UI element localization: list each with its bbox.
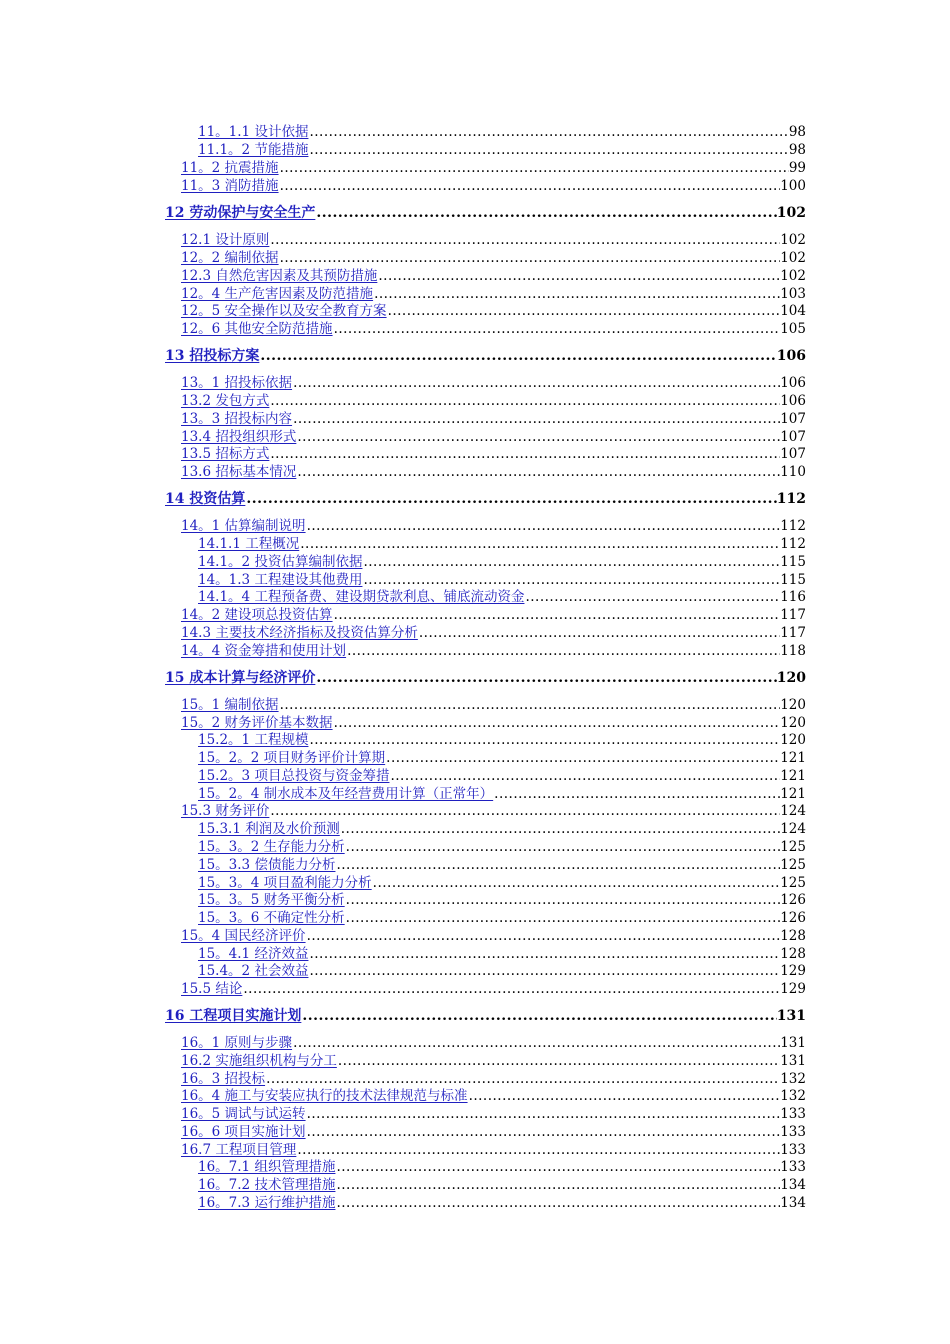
toc-entry-title-link[interactable]: 16。3 招投标 bbox=[181, 1071, 266, 1087]
toc-entry-page-number: 107 bbox=[780, 411, 806, 427]
toc-entry-page-number: 107 bbox=[780, 446, 806, 462]
toc-entry-page-number: 102 bbox=[780, 232, 806, 248]
toc-entry[interactable] bbox=[181, 607, 806, 624]
toc-entry-page-number: 106 bbox=[776, 348, 806, 364]
dot-leader bbox=[296, 1142, 780, 1159]
dot-leader bbox=[335, 1159, 780, 1176]
dot-leader bbox=[279, 697, 781, 714]
toc-entry[interactable] bbox=[181, 303, 806, 320]
toc-entry-title-link[interactable]: 15 成本计算与经济评价 bbox=[165, 670, 316, 686]
toc-entry[interactable] bbox=[181, 1124, 806, 1141]
toc-entry-title-link[interactable]: 15。2。4 制水成本及年经营费用计算（正常年） bbox=[198, 786, 494, 802]
toc-entry-title-link[interactable]: 12。6 其他安全防范措施 bbox=[181, 321, 333, 337]
toc-entry[interactable] bbox=[181, 1071, 806, 1088]
toc-entry[interactable] bbox=[181, 928, 806, 945]
toc-entry-title-link[interactable]: 15.2。3 项目总投资与资金筹措 bbox=[198, 768, 390, 784]
toc-entry-title-link[interactable]: 12。2 编制依据 bbox=[181, 250, 279, 266]
toc-entry-page-number: 107 bbox=[780, 429, 806, 445]
toc-entry[interactable] bbox=[198, 1195, 806, 1212]
dot-leader bbox=[377, 268, 780, 285]
toc-entry-title-link[interactable]: 11。2 抗震措施 bbox=[181, 160, 279, 176]
dot-leader bbox=[345, 910, 781, 927]
toc-entry[interactable] bbox=[181, 1106, 806, 1123]
toc-entry-page-number: 121 bbox=[780, 750, 806, 766]
toc-entry-title-link[interactable]: 14.3 主要技术经济指标及投资估算分析 bbox=[181, 625, 418, 641]
toc-entry[interactable] bbox=[181, 697, 806, 714]
dot-leader bbox=[315, 205, 776, 222]
toc-entry-title-link[interactable]: 13.4 招投组织形式 bbox=[181, 429, 297, 445]
toc-entry-title-link[interactable]: 11。3 消防措施 bbox=[181, 178, 279, 194]
dot-leader bbox=[299, 536, 780, 553]
toc-entry-page-number: 105 bbox=[780, 321, 806, 337]
toc-entry[interactable] bbox=[181, 518, 806, 535]
dot-leader bbox=[308, 142, 788, 159]
dot-leader bbox=[340, 821, 780, 838]
dot-leader bbox=[265, 1071, 780, 1088]
toc-entry[interactable] bbox=[198, 910, 806, 927]
toc-entry-title-link[interactable]: 16。7.2 技术管理措施 bbox=[198, 1177, 336, 1193]
toc-entry-page-number: 117 bbox=[780, 607, 806, 623]
dot-leader bbox=[269, 446, 780, 463]
toc-entry-title-link[interactable]: 14.1.1 工程概况 bbox=[198, 536, 300, 552]
toc-entry-title-link[interactable]: 16。6 项目实施计划 bbox=[181, 1124, 306, 1140]
toc-entry-page-number: 132 bbox=[780, 1071, 806, 1087]
dot-leader bbox=[387, 303, 781, 320]
toc-entry-title-link[interactable]: 11.1。2 节能措施 bbox=[198, 142, 309, 158]
toc-entry[interactable] bbox=[181, 286, 806, 303]
toc-entry-title-link[interactable]: 14.1。2 投资估算编制依据 bbox=[198, 554, 363, 570]
dot-leader bbox=[346, 643, 780, 660]
toc-entry[interactable] bbox=[198, 892, 806, 909]
toc-entry[interactable] bbox=[181, 1142, 806, 1159]
toc-entry-page-number: 104 bbox=[780, 303, 806, 319]
toc-entry-page-number: 121 bbox=[780, 786, 806, 802]
toc-entry[interactable] bbox=[165, 205, 806, 222]
toc-entry[interactable] bbox=[198, 946, 806, 963]
toc-entry-title-link[interactable]: 13.6 招标基本情况 bbox=[181, 464, 297, 480]
toc-entry[interactable] bbox=[198, 1159, 806, 1176]
dot-leader bbox=[362, 572, 780, 589]
toc-entry-page-number: 115 bbox=[780, 572, 806, 588]
toc-entry-page-number: 125 bbox=[780, 857, 806, 873]
toc-entry-title-link[interactable]: 11。1.1 设计依据 bbox=[198, 124, 309, 140]
toc-entry-title-link[interactable]: 15。3。5 财务平衡分析 bbox=[198, 892, 345, 908]
toc-entry-page-number: 124 bbox=[780, 803, 806, 819]
dot-leader bbox=[418, 625, 780, 642]
toc-entry-title-link[interactable]: 16。5 调试与试运转 bbox=[181, 1106, 306, 1122]
dot-leader bbox=[345, 839, 781, 856]
dot-leader bbox=[279, 250, 781, 267]
toc-entry[interactable] bbox=[198, 536, 806, 553]
toc-entry-page-number: 126 bbox=[780, 910, 806, 926]
toc-entry[interactable] bbox=[181, 375, 806, 392]
toc-entry-page-number: 110 bbox=[780, 464, 806, 480]
toc-entry-title-link[interactable]: 13。3 招投标内容 bbox=[181, 411, 293, 427]
toc-entry-title-link[interactable]: 14。1.3 工程建设其他费用 bbox=[198, 572, 363, 588]
toc-entry-title-link[interactable]: 13 招投标方案 bbox=[165, 348, 260, 364]
toc-entry[interactable] bbox=[181, 232, 806, 249]
toc-entry-title-link[interactable]: 12.3 自然危害因素及其预防措施 bbox=[181, 268, 378, 284]
toc-entry[interactable] bbox=[198, 142, 806, 159]
dot-leader bbox=[333, 607, 781, 624]
toc-entry-page-number: 134 bbox=[780, 1195, 806, 1211]
toc-entry[interactable] bbox=[181, 393, 806, 410]
toc-entry-page-number: 99 bbox=[788, 160, 806, 176]
dot-leader bbox=[269, 232, 780, 249]
toc-entry-title-link[interactable]: 15.3.1 利润及水价预测 bbox=[198, 821, 340, 837]
dot-leader bbox=[292, 411, 780, 428]
toc-entry-page-number: 102 bbox=[780, 268, 806, 284]
toc-entry[interactable] bbox=[198, 963, 806, 980]
toc-entry-page-number: 131 bbox=[780, 1035, 806, 1051]
toc-entry-title-link[interactable]: 16。4 施工与安装应执行的技术法律规范与标准 bbox=[181, 1088, 468, 1104]
toc-entry-title-link[interactable]: 15。3。2 生存能力分析 bbox=[198, 839, 345, 855]
toc-entry[interactable] bbox=[198, 572, 806, 589]
dot-leader bbox=[333, 321, 781, 338]
toc-entry-page-number: 126 bbox=[780, 892, 806, 908]
dot-leader bbox=[373, 286, 780, 303]
toc-entry-page-number: 129 bbox=[780, 963, 806, 979]
toc-entry-page-number: 98 bbox=[788, 124, 806, 140]
dot-leader bbox=[385, 750, 780, 767]
toc-entry-title-link[interactable]: 13。1 招投标依据 bbox=[181, 375, 293, 391]
toc-entry-page-number: 103 bbox=[780, 286, 806, 302]
toc-entry-title-link[interactable]: 15。2。2 项目财务评价计算期 bbox=[198, 750, 386, 766]
toc-entry[interactable] bbox=[198, 750, 806, 767]
dot-leader bbox=[493, 786, 780, 803]
toc-entry-page-number: 132 bbox=[780, 1088, 806, 1104]
dot-leader bbox=[301, 1008, 776, 1025]
dot-leader bbox=[372, 875, 781, 892]
toc-entry[interactable] bbox=[181, 321, 806, 338]
toc-entry[interactable] bbox=[198, 857, 806, 874]
dot-leader bbox=[296, 464, 780, 481]
toc-entry[interactable] bbox=[181, 1035, 806, 1052]
dot-leader bbox=[292, 1035, 780, 1052]
dot-leader bbox=[306, 1106, 781, 1123]
toc-entry-title-link[interactable]: 13.5 招标方式 bbox=[181, 446, 270, 462]
dot-leader bbox=[279, 178, 781, 195]
dot-leader bbox=[337, 1053, 780, 1070]
toc-entry-page-number: 120 bbox=[780, 715, 806, 731]
dot-leader bbox=[259, 348, 776, 365]
toc-entry[interactable] bbox=[198, 1177, 806, 1194]
toc-entry-title-link[interactable]: 13.2 发包方式 bbox=[181, 393, 270, 409]
toc-entry[interactable] bbox=[198, 786, 806, 803]
toc-entry-title-link[interactable]: 14。1 估算编制说明 bbox=[181, 518, 306, 534]
toc-entry[interactable] bbox=[181, 1088, 806, 1105]
toc-entry-title-link[interactable]: 16 工程项目实施计划 bbox=[165, 1008, 302, 1024]
toc-entry-title-link[interactable]: 16。1 原则与步骤 bbox=[181, 1035, 293, 1051]
toc-entry[interactable] bbox=[181, 411, 806, 428]
toc-entry-page-number: 128 bbox=[780, 946, 806, 962]
toc-entry[interactable] bbox=[198, 124, 806, 141]
toc-entry[interactable] bbox=[198, 875, 806, 892]
toc-entry-page-number: 112 bbox=[780, 518, 806, 534]
toc-entry[interactable] bbox=[181, 625, 806, 642]
toc-entry-page-number: 133 bbox=[780, 1159, 806, 1175]
toc-entry-page-number: 133 bbox=[780, 1142, 806, 1158]
toc-entry[interactable] bbox=[181, 250, 806, 267]
dot-leader bbox=[308, 963, 780, 980]
toc-entry-page-number: 120 bbox=[780, 697, 806, 713]
dot-leader bbox=[315, 670, 776, 687]
toc-entry-page-number: 106 bbox=[780, 393, 806, 409]
toc-entry[interactable] bbox=[181, 464, 806, 481]
toc-entry-page-number: 124 bbox=[780, 821, 806, 837]
toc-entry-page-number: 133 bbox=[780, 1124, 806, 1140]
toc-entry[interactable] bbox=[198, 839, 806, 856]
dot-leader bbox=[306, 1124, 781, 1141]
dot-leader bbox=[362, 554, 780, 571]
toc-entry[interactable] bbox=[181, 715, 806, 732]
toc-entry-page-number: 120 bbox=[780, 732, 806, 748]
toc-entry-title-link[interactable]: 15。3.3 偿债能力分析 bbox=[198, 857, 336, 873]
toc-entry-page-number: 117 bbox=[780, 625, 806, 641]
dot-leader bbox=[333, 715, 781, 732]
toc-entry-page-number: 129 bbox=[780, 981, 806, 997]
toc-entry-title-link[interactable]: 14。4 资金筹措和使用计划 bbox=[181, 643, 347, 659]
toc-entry[interactable] bbox=[165, 670, 806, 687]
toc-entry-page-number: 102 bbox=[776, 205, 806, 221]
toc-entry-page-number: 131 bbox=[780, 1053, 806, 1069]
toc-entry-title-link[interactable]: 14.1。4 工程预备费、建设期贷款利息、铺底流动资金 bbox=[198, 589, 525, 605]
dot-leader bbox=[279, 160, 789, 177]
toc-entry-title-link[interactable]: 15。4.1 经济效益 bbox=[198, 946, 309, 962]
toc-entry[interactable] bbox=[198, 732, 806, 749]
dot-leader bbox=[245, 491, 776, 508]
dot-leader bbox=[468, 1088, 781, 1105]
toc-entry-page-number: 116 bbox=[780, 589, 806, 605]
dot-leader bbox=[335, 857, 780, 874]
toc-entry[interactable] bbox=[181, 1053, 806, 1070]
toc-entry-title-link[interactable]: 16.2 实施组织机构与分工 bbox=[181, 1053, 337, 1069]
toc-entry-title-link[interactable]: 16。7.1 组织管理措施 bbox=[198, 1159, 336, 1175]
toc-entry-page-number: 100 bbox=[780, 178, 806, 194]
toc-entry-page-number: 125 bbox=[780, 839, 806, 855]
toc-entry[interactable] bbox=[181, 429, 806, 446]
dot-leader bbox=[269, 393, 780, 410]
toc-entry-title-link[interactable]: 15.5 结论 bbox=[181, 981, 243, 997]
toc-entry-title-link[interactable]: 15。1 编制依据 bbox=[181, 697, 279, 713]
dot-leader bbox=[308, 124, 788, 141]
toc-entry-title-link[interactable]: 12。5 安全操作以及安全教育方案 bbox=[181, 303, 387, 319]
toc-entry-page-number: 128 bbox=[780, 928, 806, 944]
dot-leader bbox=[242, 981, 780, 998]
toc-entry-page-number: 112 bbox=[780, 536, 806, 552]
toc-entry-title-link[interactable]: 15.4。2 社会效益 bbox=[198, 963, 309, 979]
toc-entry-page-number: 134 bbox=[780, 1177, 806, 1193]
toc-entry[interactable] bbox=[181, 643, 806, 660]
toc-entry-page-number: 112 bbox=[776, 491, 806, 507]
toc-entry[interactable] bbox=[165, 348, 806, 365]
toc-entry[interactable] bbox=[181, 446, 806, 463]
toc-entry-title-link[interactable]: 15。3。6 不确定性分析 bbox=[198, 910, 345, 926]
toc-entry[interactable] bbox=[165, 491, 806, 508]
toc-entry-title-link[interactable]: 15。2 财务评价基本数据 bbox=[181, 715, 333, 731]
toc-entry-title-link[interactable]: 14。2 建设项总投资估算 bbox=[181, 607, 333, 623]
toc-entry-title-link[interactable]: 16.7 工程项目管理 bbox=[181, 1142, 297, 1158]
toc-entry-page-number: 118 bbox=[780, 643, 806, 659]
toc-entry-title-link[interactable]: 12 劳动保护与安全生产 bbox=[165, 205, 316, 221]
dot-leader bbox=[308, 732, 780, 749]
toc-entry[interactable] bbox=[181, 268, 806, 285]
toc-entry-title-link[interactable]: 15.3 财务评价 bbox=[181, 803, 270, 819]
dot-leader bbox=[296, 429, 780, 446]
dot-leader bbox=[292, 375, 780, 392]
dot-leader bbox=[306, 518, 781, 535]
dot-leader bbox=[389, 768, 780, 785]
toc-entry-title-link[interactable]: 15。3。4 项目盈利能力分析 bbox=[198, 875, 372, 891]
toc-entry[interactable] bbox=[181, 178, 806, 195]
toc-entry[interactable] bbox=[181, 803, 806, 820]
toc-entry-page-number: 131 bbox=[776, 1008, 806, 1024]
toc-entry-title-link[interactable]: 12。4 生产危害因素及防范措施 bbox=[181, 286, 374, 302]
toc-entry[interactable] bbox=[198, 554, 806, 571]
dot-leader bbox=[335, 1177, 780, 1194]
toc-entry[interactable] bbox=[181, 160, 806, 177]
dot-leader bbox=[269, 803, 780, 820]
dot-leader bbox=[306, 928, 781, 945]
toc-entry-page-number: 98 bbox=[788, 142, 806, 158]
toc-entry-page-number: 125 bbox=[780, 875, 806, 891]
dot-leader bbox=[345, 892, 781, 909]
toc-entry-page-number: 121 bbox=[780, 768, 806, 784]
toc-entry-title-link[interactable]: 14 投资估算 bbox=[165, 491, 246, 507]
toc-entry[interactable] bbox=[198, 821, 806, 838]
toc-entry-page-number: 120 bbox=[776, 670, 806, 686]
toc-entry-page-number: 106 bbox=[780, 375, 806, 391]
toc-entry[interactable] bbox=[165, 1008, 806, 1025]
toc-entry-title-link[interactable]: 12.1 设计原则 bbox=[181, 232, 270, 248]
toc-entry-title-link[interactable]: 16。7.3 运行维护措施 bbox=[198, 1195, 336, 1211]
toc-entry[interactable] bbox=[198, 589, 806, 606]
dot-leader bbox=[335, 1195, 780, 1212]
toc-entry-title-link[interactable]: 15。4 国民经济评价 bbox=[181, 928, 306, 944]
dot-leader bbox=[524, 589, 780, 606]
toc-entry-page-number: 102 bbox=[780, 250, 806, 266]
dot-leader bbox=[308, 946, 780, 963]
toc-entry[interactable] bbox=[198, 768, 806, 785]
toc-entry-page-number: 115 bbox=[780, 554, 806, 570]
toc-entry-page-number: 133 bbox=[780, 1106, 806, 1122]
toc-entry-title-link[interactable]: 15.2。1 工程规模 bbox=[198, 732, 309, 748]
toc-entry[interactable] bbox=[181, 981, 806, 998]
